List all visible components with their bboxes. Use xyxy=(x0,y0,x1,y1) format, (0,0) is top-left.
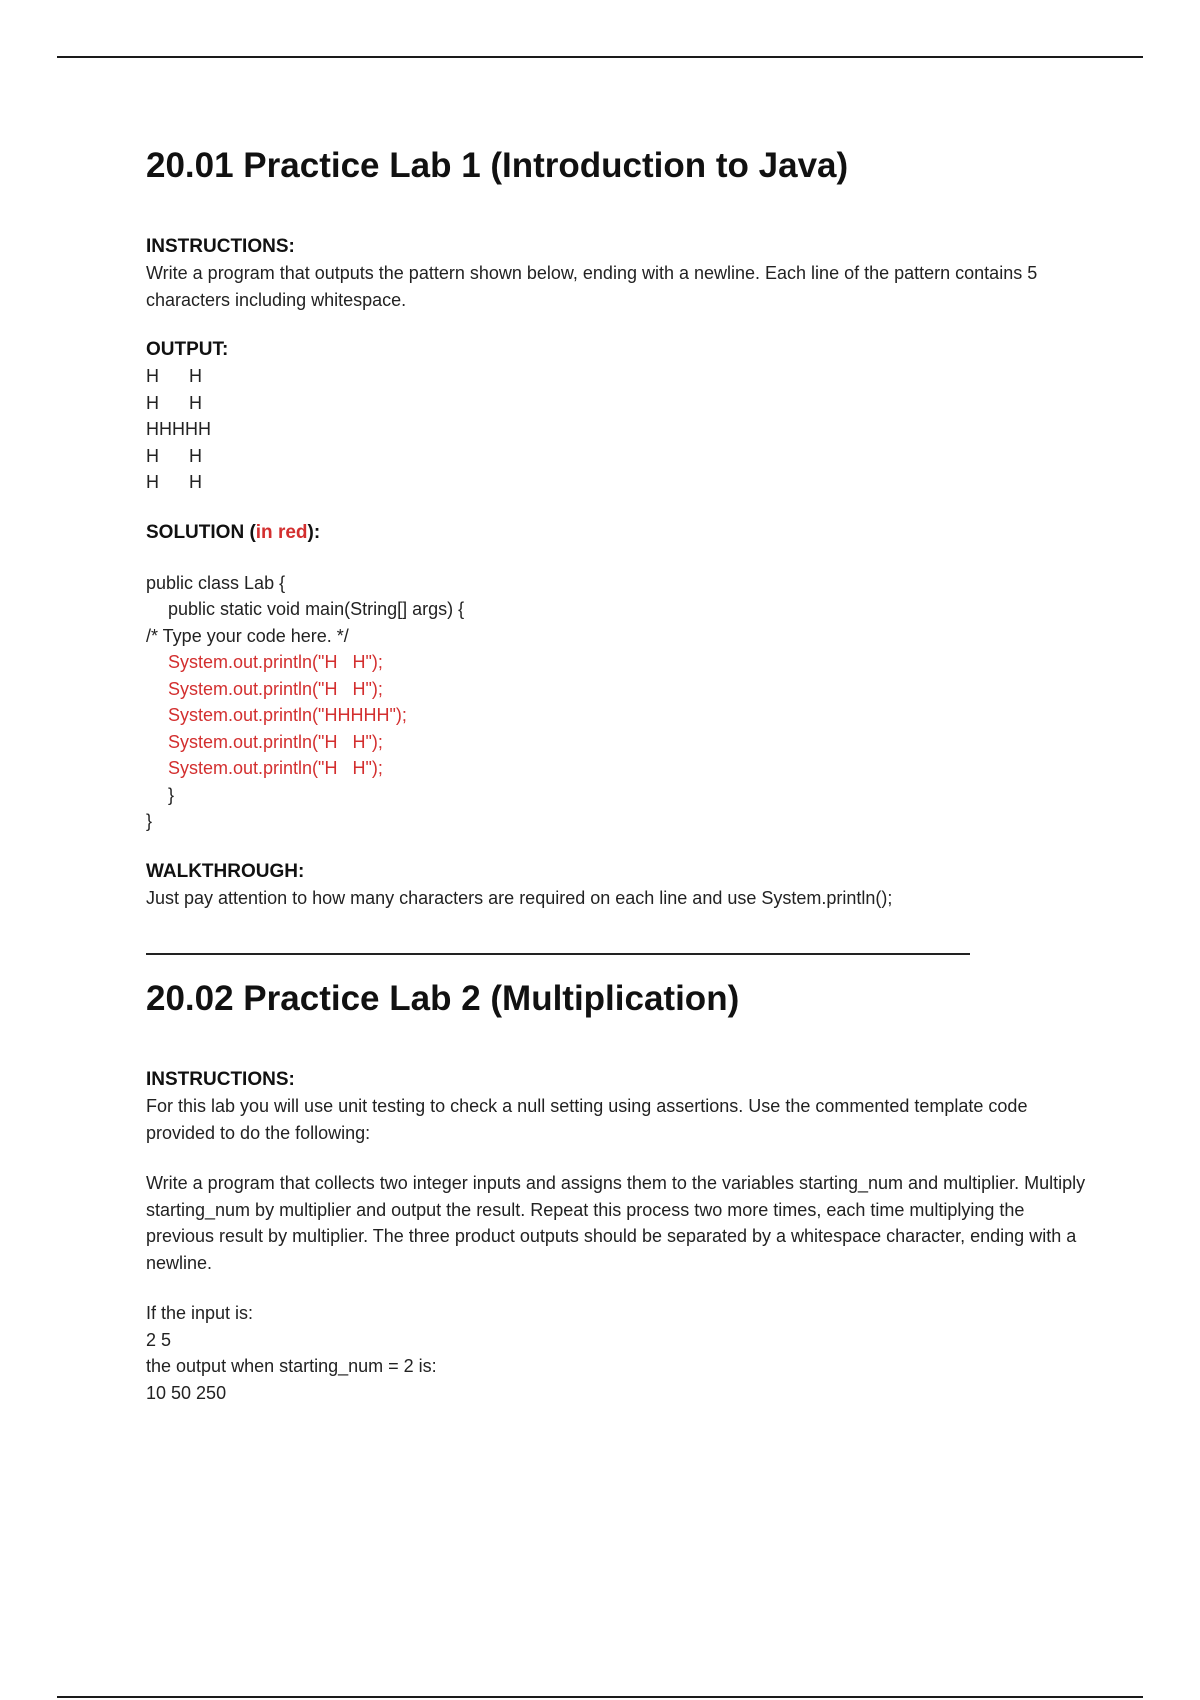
lab2-title: 20.02 Practice Lab 2 (Multiplication) xyxy=(146,979,740,1018)
code-line: } xyxy=(168,784,175,805)
lab1-code-block xyxy=(146,570,1086,835)
output-line: H H xyxy=(146,472,203,492)
lab2-instructions-label: INSTRUCTIONS: xyxy=(146,1069,295,1090)
solution-label-suffix: ): xyxy=(307,521,321,543)
lab1-output-pattern xyxy=(146,363,1086,496)
lab1-instructions-text: Write a program that outputs the pattern shown below, ending with a newline. Each line of the pattern contains 5 characters including whitespace. xyxy=(146,263,1038,310)
example-line: 10 50 250 xyxy=(146,1382,227,1403)
code-line: public class Lab { xyxy=(146,572,286,593)
lab2-example xyxy=(146,1300,1086,1406)
solution-label-red: in red xyxy=(255,521,308,543)
code-line-solution: System.out.println("H H"); xyxy=(168,678,383,699)
page-top-rule xyxy=(57,56,1143,58)
code-line-solution: System.out.println("H H"); xyxy=(168,652,383,672)
code-line-solution: System.out.println("H H"); xyxy=(168,731,383,752)
output-line: HHHHH xyxy=(146,419,211,439)
lab1-title: 20.01 Practice Lab 1 (Introduction to Java) xyxy=(146,146,849,185)
output-line: H H xyxy=(146,392,203,413)
example-line: If the input is: xyxy=(146,1303,254,1323)
lab1-instructions-label: INSTRUCTIONS: xyxy=(146,236,295,257)
lab2-task-text: Write a program that collects two integer inputs and assigns them to the variables starting_num and multiplier. Multiply starting_num by multiplier and output the result. Repeat this process two more times, each time multiplying the previous result by multiplier. The three product outputs should be separated by a whitespace character, ending with a newline. xyxy=(146,1173,1086,1273)
code-line: } xyxy=(146,811,153,831)
code-line-solution: System.out.println("H H"); xyxy=(168,758,383,778)
lab1-walkthrough-label: WALKTHROUGH: xyxy=(146,860,305,882)
page-bottom-rule xyxy=(57,1696,1143,1698)
lab1-solution-label xyxy=(146,520,1086,546)
document-content xyxy=(146,138,1086,1406)
lab2-instructions-text: For this lab you will use unit testing to check a null setting using assertions. Use the commented template code provided to do the following: xyxy=(146,1096,1028,1143)
code-line: public static void main(String[] args) { xyxy=(168,599,465,619)
solution-label-prefix: SOLUTION ( xyxy=(146,521,256,543)
output-line: H H xyxy=(146,445,203,466)
output-line: H H xyxy=(146,366,203,386)
lab1-output-label: OUTPUT: xyxy=(146,339,229,360)
code-line: /* Type your code here. */ xyxy=(146,625,349,646)
example-line: the output when starting_num = 2 is: xyxy=(146,1356,437,1376)
lab1-walkthrough-text: Just pay attention to how many characters are required on each line and use System.println(); xyxy=(146,887,893,908)
code-line-solution: System.out.println("HHHHH"); xyxy=(168,705,407,725)
example-line: 2 5 xyxy=(146,1329,172,1350)
